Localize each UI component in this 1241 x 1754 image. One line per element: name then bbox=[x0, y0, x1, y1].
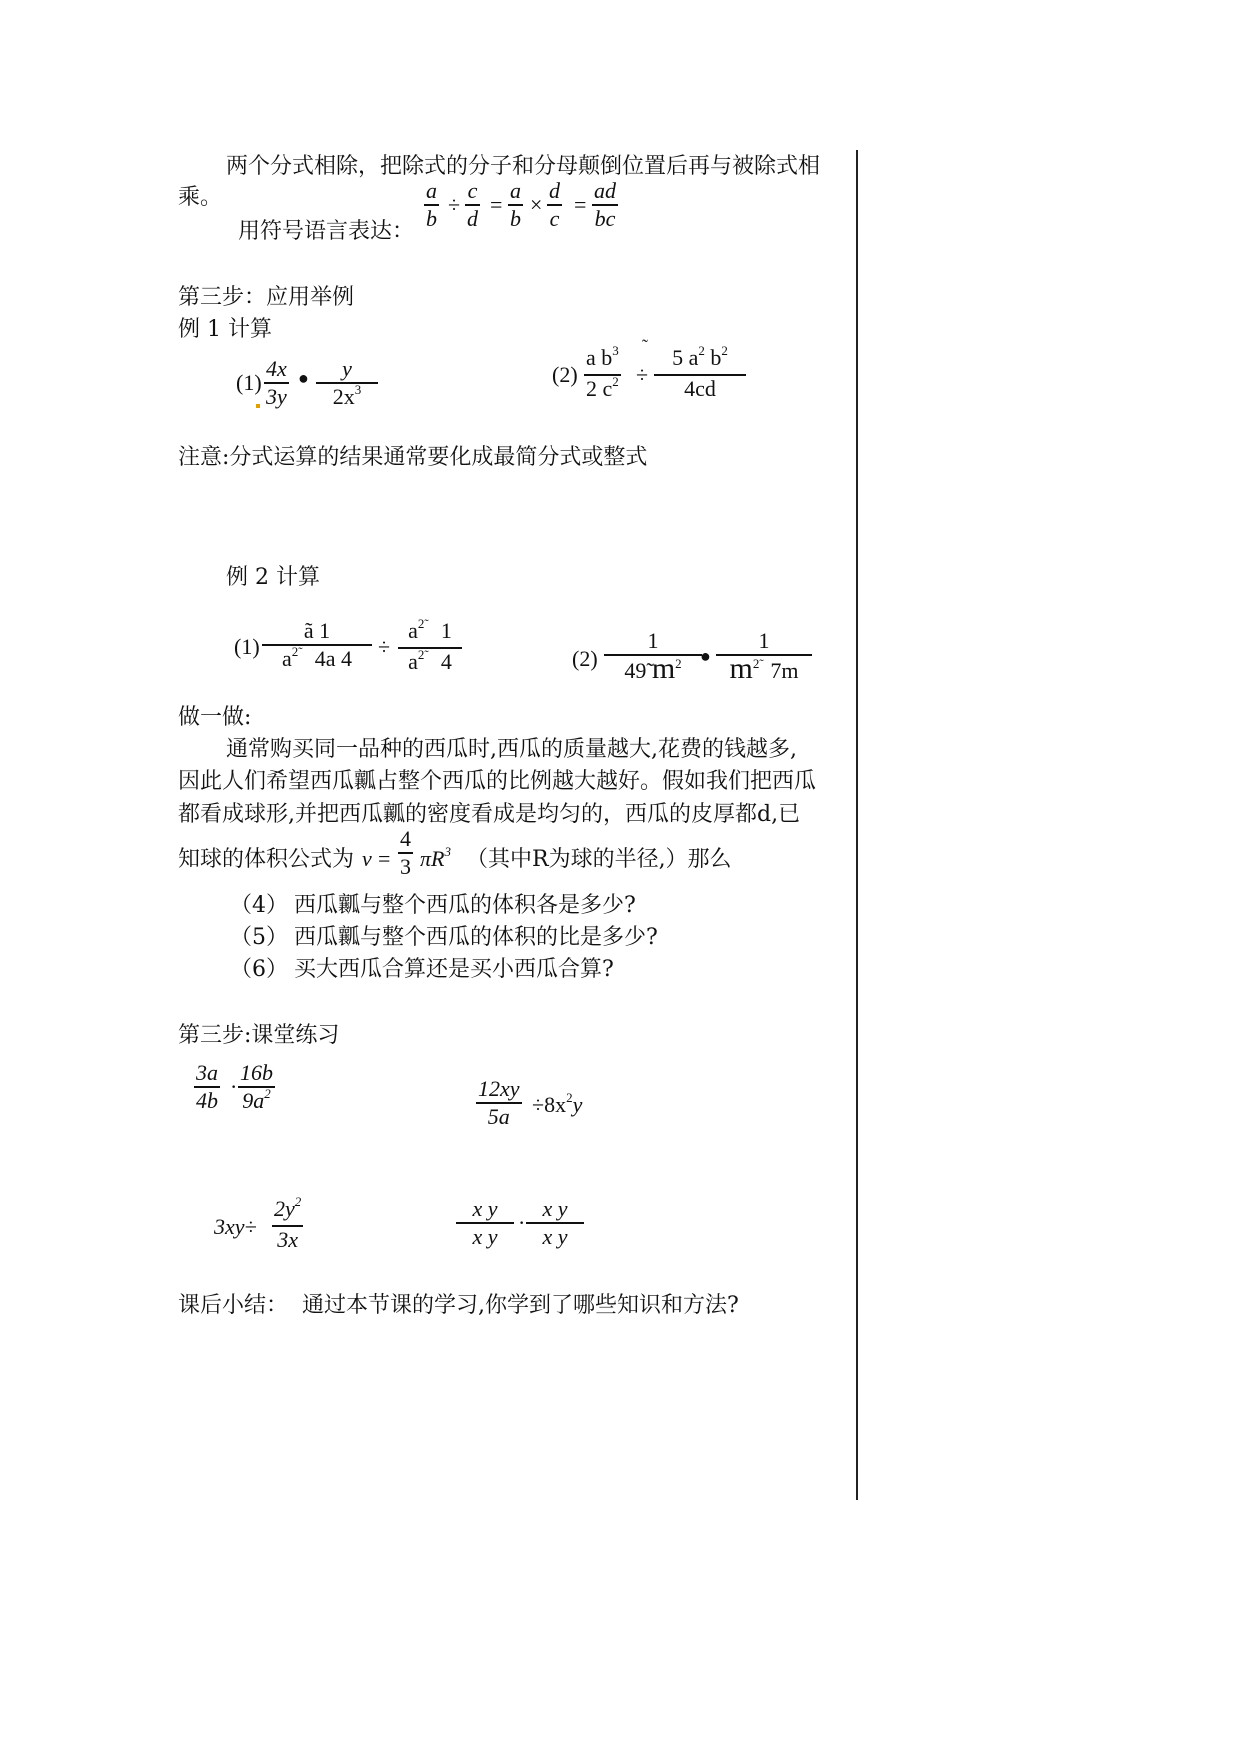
formula-times: × bbox=[530, 192, 543, 217]
doit-para-3: 都看成球形,并把西瓜瓤的密度看成是均匀的，西瓜的皮厚都d,已 bbox=[178, 802, 801, 827]
ex1-p2-frac1: a $b^3$ 2 $c^2$ bbox=[586, 343, 619, 401]
ex2-p2-frac2: 1 $m^{2̃}$ 7m bbox=[716, 628, 812, 687]
ex2-p1-div: ÷ bbox=[378, 634, 391, 659]
formula-frac-ad-bc: ad bc bbox=[594, 178, 616, 231]
ex1-p2-tilde: ˜ bbox=[642, 336, 648, 356]
step3-title: 第三步：应用举例 bbox=[178, 285, 355, 310]
practice-2-rest: $\div 8x^2y$ bbox=[532, 1090, 583, 1117]
ex2-p2-label: (2) bbox=[572, 646, 598, 671]
practice-4-op: · bbox=[518, 1210, 526, 1235]
ex1-p1-label: (1) bbox=[236, 370, 262, 395]
ex1-p2-frac2: 5 $a^2$ $b^2$ 4cd bbox=[654, 345, 746, 402]
practice-4-frac2: x y x y bbox=[526, 1196, 584, 1250]
example2-title: 例 2 计算 bbox=[226, 565, 320, 590]
practice-1-frac2: 16b $9a^2$ bbox=[240, 1060, 273, 1113]
doit-para-2: 因此人们希望西瓜瓤占整个西瓜的比例越大越好。假如我们把西瓜 bbox=[178, 769, 817, 794]
ex1-p2-div: ÷ bbox=[636, 362, 649, 387]
question-3-num: （6） bbox=[230, 957, 288, 982]
summary-text: 通过本节课的学习,你学到了哪些知识和方法? bbox=[302, 1293, 739, 1318]
ex1-p1-frac2: y $2x^3$ bbox=[316, 356, 378, 413]
ex2-p1-frac1: ã 1 $a^{2̃}$ 4a 4 bbox=[262, 618, 372, 675]
doit-para-4-post: （其中R为球的半径,）那么 bbox=[466, 847, 732, 872]
example1-title: 例 1 计算 bbox=[178, 317, 272, 342]
formula-div: ÷ bbox=[448, 192, 461, 217]
ex1-p2-label: (2) bbox=[552, 362, 578, 387]
summary-label: 课后小结： bbox=[178, 1293, 289, 1318]
rule-line-1: 两个分式相除，把除式的分子和分母颠倒位置后再与被除式相 bbox=[226, 154, 821, 179]
ex2-p2-dot: ● bbox=[700, 646, 711, 666]
formula-frac-a-b: a b bbox=[426, 178, 437, 231]
volume-frac: 4 3 bbox=[400, 826, 411, 879]
practice-1-frac1: 3a 4b bbox=[196, 1060, 218, 1113]
volume-piR: $\pi R^3$ bbox=[420, 844, 451, 871]
doit-para-4-pre: 知球的体积公式为 bbox=[178, 847, 355, 872]
volume-v: v bbox=[362, 846, 372, 871]
question-2-num: （5） bbox=[230, 925, 288, 950]
practice-3-pre: 3xy÷ bbox=[214, 1214, 257, 1239]
ex2-p1-label: (1) bbox=[234, 634, 260, 659]
practice-3-frac: $2y^2$ 3x bbox=[274, 1194, 302, 1252]
question-2: 西瓜瓤与整个西瓜的体积的比是多少? bbox=[294, 925, 658, 950]
formula-eq-1: = bbox=[490, 192, 503, 217]
ex2-p1-frac2: $a^{2̃}$ 1 $a^{2̃}$ 4 bbox=[398, 618, 462, 678]
practice-title: 第三步:课堂练习 bbox=[178, 1023, 340, 1048]
practice-1-op: · bbox=[230, 1074, 238, 1099]
practice-4-frac1: x y x y bbox=[456, 1196, 514, 1250]
formula-frac-a-b-2: a b bbox=[510, 178, 521, 231]
ex1-p1-frac1: 4x 3y bbox=[266, 356, 287, 409]
question-1-num: （4） bbox=[230, 893, 288, 918]
question-3: 买大西瓜合算还是买小西瓜合算? bbox=[294, 957, 614, 982]
formula-eq-2: = bbox=[574, 192, 587, 217]
doit-para-1: 通常购买同一品种的西瓜时,西瓜的质量越大,花费的钱越多, bbox=[226, 737, 797, 762]
ex2-p2-frac1: 1 49̃ $m^2$ bbox=[604, 628, 702, 687]
note: 注意:分式运算的结果通常要化成最简分式或整式 bbox=[178, 445, 648, 470]
symbol-label: 用符号语言表达： bbox=[238, 219, 415, 244]
doit-title: 做一做: bbox=[178, 705, 252, 730]
rule-line-2: 乘。 bbox=[178, 185, 223, 210]
vertical-rule bbox=[856, 150, 858, 1500]
question-1: 西瓜瓤与整个西瓜的体积各是多少? bbox=[294, 893, 636, 918]
practice-2-frac: 12xy 5a bbox=[478, 1076, 520, 1129]
formula-frac-d-c: d c bbox=[549, 178, 560, 231]
formula-frac-c-d: c d bbox=[467, 178, 478, 231]
ex1-p1-dot: ● bbox=[298, 368, 309, 388]
volume-eq: = bbox=[378, 846, 391, 871]
orange-dot bbox=[256, 404, 260, 408]
